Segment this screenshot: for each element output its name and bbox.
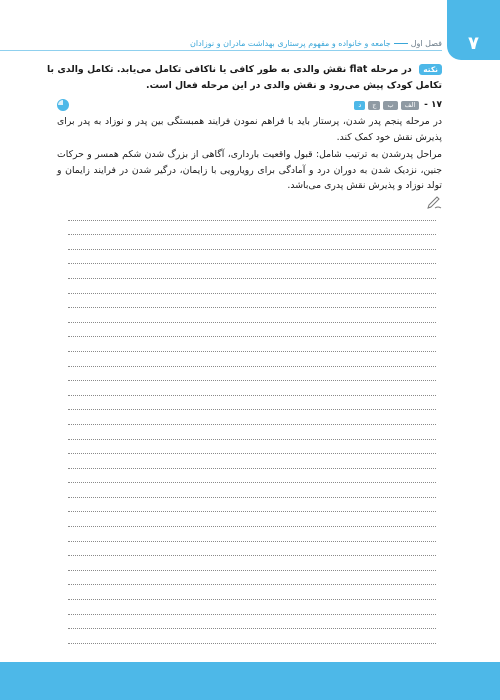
writing-line bbox=[68, 542, 436, 557]
writing-line bbox=[68, 425, 436, 440]
note-badge: نکته bbox=[419, 64, 442, 75]
writing-line bbox=[68, 600, 436, 615]
running-header bbox=[190, 39, 442, 48]
writing-line bbox=[68, 571, 436, 586]
writing-line bbox=[68, 440, 436, 455]
chapter-title: جامعه و خانواده و مفهوم پرستاری بهداشت مادران و نوزادان bbox=[190, 39, 391, 48]
option-tag-jim: ج bbox=[368, 101, 380, 110]
writing-line bbox=[68, 323, 436, 338]
writing-line bbox=[68, 585, 436, 600]
writing-line bbox=[68, 454, 436, 469]
writing-line bbox=[68, 264, 436, 279]
writing-line bbox=[68, 410, 436, 425]
writing-line bbox=[68, 556, 436, 571]
writing-line bbox=[68, 279, 436, 294]
writing-line bbox=[68, 469, 436, 484]
writing-line bbox=[68, 512, 436, 527]
question-number: ۱۷ - bbox=[424, 100, 442, 110]
header-separator bbox=[394, 43, 408, 44]
writing-line bbox=[68, 221, 436, 236]
writing-line bbox=[68, 367, 436, 382]
difficulty-pie-icon bbox=[57, 99, 69, 111]
note-text: در مرحله flat نقش والدی به طور کافی یا ناکافی تکامل می‌یابد. تکامل والدی با تکامل کودک پیش می‌رود و نقش والدی در این مرحله فعال است. bbox=[47, 64, 442, 91]
writing-line bbox=[68, 235, 436, 250]
chapter-label: فصل اول bbox=[410, 39, 442, 48]
writing-line bbox=[68, 308, 436, 323]
note-box bbox=[47, 62, 442, 94]
option-tag-alef: الف bbox=[401, 101, 420, 110]
option-tag-be: ب bbox=[383, 101, 397, 110]
writing-line bbox=[68, 498, 436, 513]
answer-paragraph-2: مراحل پدرشدن به ترتیب شامل: قبول واقعیت بارداری، آگاهی از بزرگ شدن شکم همسر و حرکات جنین، نزدیک شدن به دوران درد و آمادگی برای رویارویی با زایمان، درگیر شدن در فرایند زایمان و تولد نوزاد و پذیرش نقش پدری می‌باشد. bbox=[57, 149, 442, 191]
writing-line bbox=[68, 294, 436, 309]
writing-line bbox=[68, 483, 436, 498]
answer-paragraph-1: در مرحله پنجم پدر شدن، پرستار باید با فراهم نمودن فرایند همبستگی بین پدر و نوزاد به پدر برای پذیرش نقش خود کمک کند. bbox=[57, 116, 442, 143]
writing-line bbox=[68, 250, 436, 265]
writing-line bbox=[68, 337, 436, 352]
writing-line bbox=[68, 206, 436, 221]
answer-explanation bbox=[57, 114, 442, 196]
writing-line bbox=[68, 615, 436, 630]
writing-line bbox=[68, 396, 436, 411]
writing-lines-area[interactable] bbox=[68, 206, 436, 644]
page-number-tab bbox=[447, 0, 500, 60]
footer-band bbox=[0, 662, 500, 700]
writing-line bbox=[68, 629, 436, 644]
option-tag-dal-correct: د bbox=[354, 101, 365, 110]
question-header bbox=[57, 98, 442, 112]
writing-line bbox=[68, 381, 436, 396]
page-number: ۷ bbox=[468, 33, 479, 54]
writing-line bbox=[68, 527, 436, 542]
writing-line bbox=[68, 352, 436, 367]
header-rule bbox=[0, 50, 442, 51]
